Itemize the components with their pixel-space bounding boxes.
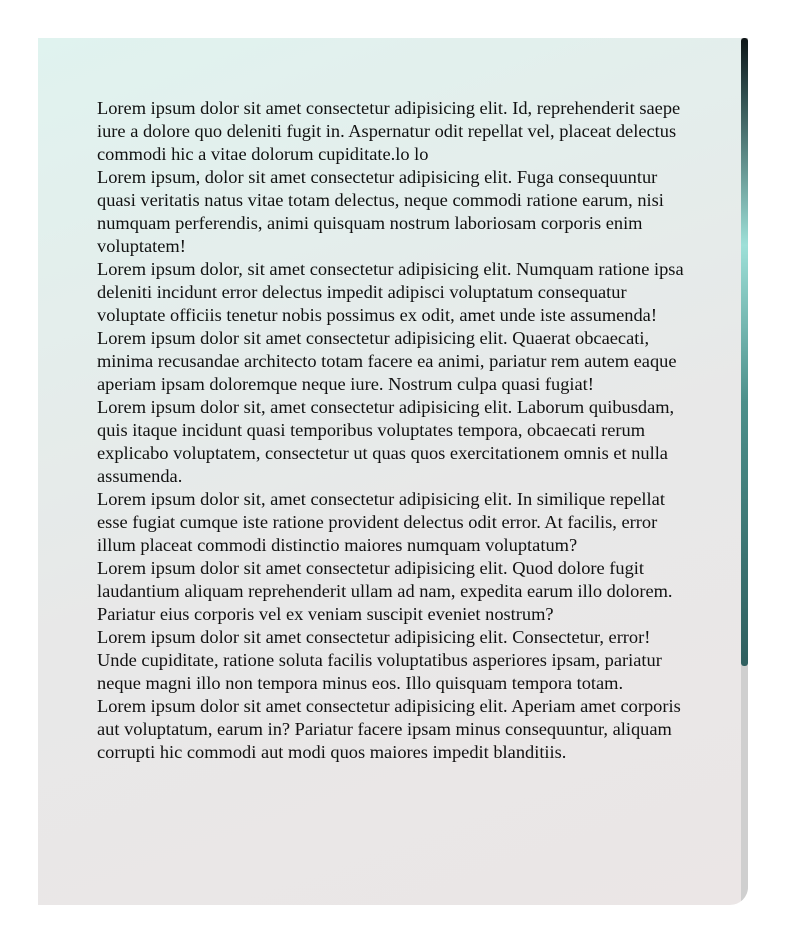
paragraph: Lorem ipsum, dolor sit amet consectetur adipisicing elit. Fuga consequuntur quasi veritatis natus vitae totam delectus, neque commodi ratione earum, nisi numquam perferendis, animi quisquam nostrum laboriosam corporis enim voluptatem! bbox=[97, 167, 664, 256]
scrollbar-track[interactable] bbox=[741, 38, 748, 905]
paragraph: Lorem ipsum dolor sit amet consectetur adipisicing elit. Aperiam amet corporis aut voluptatum, earum in? Pariatur facere ipsam minus consequuntur, aliquam corrupti hic commodi aut modi quos maiores impedit blanditiis. bbox=[97, 696, 681, 762]
paragraph: Lorem ipsum dolor sit amet consectetur adipisicing elit. Id, reprehenderit saepe iure a dolore quo deleniti fugit in. Aspernatur odit repellat vel, placeat delectus commodi hic a vitae dolorum cupiditate.lo lo bbox=[97, 98, 681, 164]
paragraph: Lorem ipsum dolor sit amet consectetur adipisicing elit. Consectetur, error! Unde cupiditate, ratione soluta facilis voluptatibus asperiores ipsam, pariatur neque magni illo non tempora minus eos. Illo quisquam tempora totam. bbox=[97, 627, 662, 693]
paragraph: Lorem ipsum dolor sit, amet consectetur adipisicing elit. In similique repellat esse fugiat cumque iste ratione provident delectus odit error. At facilis, error illum placeat commodi distinctio maiores numquam voluptatum? bbox=[97, 489, 665, 555]
scroll-container[interactable] bbox=[38, 38, 748, 905]
scrollbar-thumb[interactable] bbox=[741, 38, 748, 666]
paragraph: Lorem ipsum dolor sit amet consectetur adipisicing elit. Quod dolore fugit laudantium aliquam reprehenderit ullam ad nam, expedita earum illo dolorem. Pariatur eius corporis vel ex veniam suscipit eveniet nostrum? bbox=[97, 558, 673, 624]
paragraph: Lorem ipsum dolor sit, amet consectetur adipisicing elit. Laborum quibusdam, quis itaque incidunt quasi temporibus voluptates tempora, obcaecati rerum explicabo voluptatem, consectetur ut quas quos exercitationem omnis et nulla assumenda. bbox=[97, 397, 675, 486]
paragraph: Lorem ipsum dolor, sit amet consectetur adipisicing elit. Numquam ratione ipsa deleniti incidunt error delectus impedit adipisci voluptatum consequatur voluptate officiis tenetur nobis possimus ex odit, amet unde iste assumenda! bbox=[97, 259, 684, 325]
paragraph: Lorem ipsum dolor sit amet consectetur adipisicing elit. Quaerat obcaecati, minima recusandae architecto totam facere ea animi, pariatur rem autem eaque aperiam ipsam doloremque neque iure. Nostrum culpa quasi fugiat! bbox=[97, 328, 677, 394]
article-content bbox=[97, 97, 689, 764]
